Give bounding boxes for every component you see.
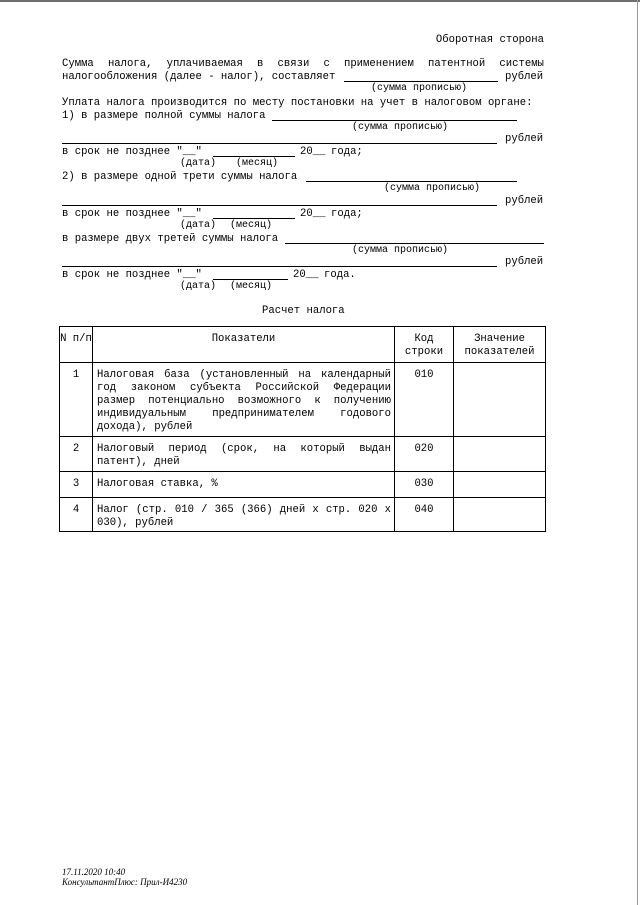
page-edge [637, 0, 638, 905]
amount-caption: (сумма прописью) [352, 245, 449, 256]
currency-label: рублей [505, 133, 544, 145]
footer-source: КонсультантПлюс: Прил-И4230 [62, 877, 188, 887]
option1-amount-field[interactable] [272, 120, 517, 121]
intro-word: уплачиваемая [166, 58, 243, 70]
table-row [60, 498, 546, 532]
intro-line-2: налогообложения (далее - налог), составляет [62, 71, 336, 83]
intro-word: в [257, 58, 264, 70]
intro-word: системы [499, 58, 544, 70]
table-row [60, 472, 546, 498]
header-num: N п/п [60, 327, 93, 363]
table-header-row [60, 327, 546, 363]
date-caption: (дата) [180, 158, 217, 169]
page-edge [0, 0, 640, 2]
tax-calculation-table [59, 326, 546, 532]
row-num: 4 [60, 498, 93, 532]
year-suffix: года; [331, 208, 363, 220]
row-indicator: Налоговый период (срок, на который выдан патент), дней [93, 437, 395, 472]
deadline-month-field[interactable] [213, 218, 295, 219]
row-indicator: Налоговая ставка, % [93, 472, 395, 498]
month-caption: (месяц) [230, 220, 273, 231]
date-caption: (дата) [180, 281, 217, 292]
option2-amount-field-cont[interactable] [62, 205, 497, 206]
calc-title: Расчет налога [262, 305, 345, 317]
table-row [60, 437, 546, 472]
year-suffix: года; [331, 146, 363, 158]
amount-caption: (сумма прописью) [384, 183, 481, 194]
deadline-prefix: в срок не позднее "__" [62, 146, 202, 158]
two-thirds-label: в размере двух третей суммы налога [62, 233, 279, 245]
intro-line-1 [62, 58, 544, 70]
row-code: 040 [395, 498, 454, 532]
header-indicators: Показатели [93, 327, 395, 363]
row-num: 3 [60, 472, 93, 498]
row-code: 030 [395, 472, 454, 498]
row-code: 020 [395, 437, 454, 472]
deadline-prefix: в срок не позднее "__" [62, 269, 202, 281]
header-value: Значение показателей [454, 327, 546, 363]
year-field[interactable]: 20__ [300, 208, 326, 220]
option2-amount-field[interactable] [306, 181, 517, 182]
intro-word: налога, [107, 58, 153, 70]
year-field[interactable]: 20__ [293, 269, 319, 281]
intro-word: связи [277, 58, 310, 70]
month-caption: (месяц) [236, 158, 279, 169]
row-num: 2 [60, 437, 93, 472]
payment-place-text: Уплата налога производится по месту постановки на учет в налоговом органе: [62, 97, 533, 109]
date-caption: (дата) [180, 220, 217, 231]
row-indicator: Налоговая база (установленный на календарный год законом субъекта Российской Федерации размер потенциально возможного к получению индивидуальным предпринимателем годового дохода), рублей [93, 363, 395, 437]
table-row [60, 363, 546, 437]
deadline-month-field[interactable] [213, 279, 288, 280]
row-indicator: Налог (стр. 010 / 365 (366) дней x стр. 020 x 030), рублей [93, 498, 395, 532]
option1-amount-field-cont[interactable] [62, 143, 497, 144]
intro-word: патентной [428, 58, 486, 70]
currency-label: рублей [505, 71, 544, 83]
two-thirds-amount-field[interactable] [285, 243, 544, 244]
row-value[interactable] [454, 498, 546, 532]
currency-label: рублей [505, 256, 544, 268]
year-suffix: года. [324, 269, 356, 281]
row-value[interactable] [454, 363, 546, 437]
month-caption: (месяц) [230, 281, 273, 292]
year-field[interactable]: 20__ [300, 146, 326, 158]
footer-date: 17.11.2020 10:40 [62, 867, 126, 877]
intro-word: Сумма [62, 58, 94, 70]
intro-word: с [323, 58, 330, 70]
option1-label: 1) в размере полной суммы налога [62, 110, 266, 122]
amount-caption: (сумма прописью) [352, 122, 449, 133]
intro-word: применением [343, 58, 414, 70]
row-code: 010 [395, 363, 454, 437]
row-value[interactable] [454, 472, 546, 498]
header-code: Код строки [395, 327, 454, 363]
deadline-prefix: в срок не позднее "__" [62, 208, 202, 220]
side-label: Оборотная сторона [435, 34, 544, 46]
row-num: 1 [60, 363, 93, 437]
row-value[interactable] [454, 437, 546, 472]
deadline-month-field[interactable] [213, 156, 295, 157]
tax-amount-field[interactable] [344, 81, 498, 82]
currency-label: рублей [505, 195, 544, 207]
option2-label: 2) в размере одной трети суммы налога [62, 171, 298, 183]
two-thirds-amount-field-cont[interactable] [62, 266, 497, 267]
amount-caption: (сумма прописью) [371, 83, 468, 94]
